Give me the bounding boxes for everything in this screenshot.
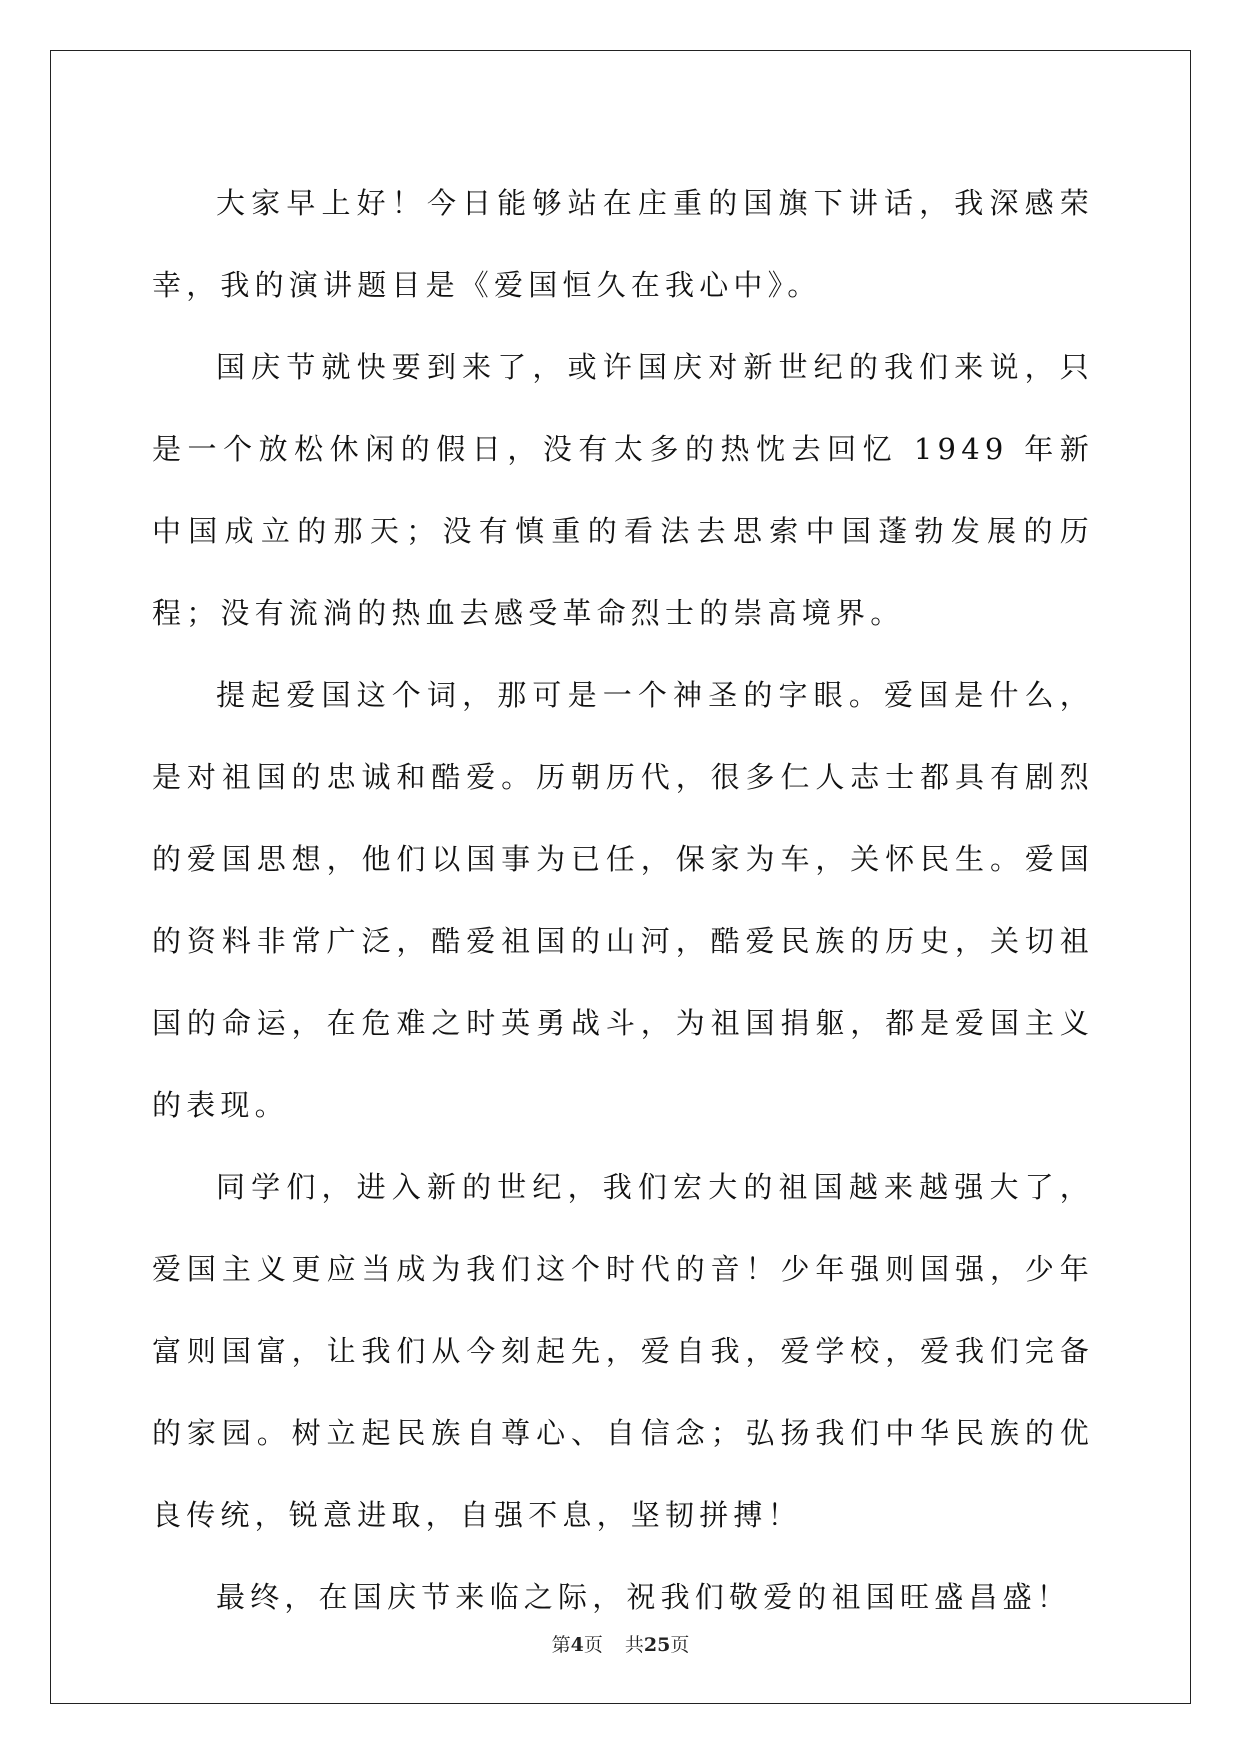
total-prefix: 共 [624, 1634, 644, 1656]
paragraph-5: 最终，在国庆节来临之际，祝我们敬爱的祖国旺盛昌盛！ [216, 1580, 1072, 1614]
page-number: 4 [570, 1634, 584, 1656]
paragraph-4: 同学们，进入新的世纪，我们宏大的祖国越来越强大了，爱国主义更应当成为我们这个时代的音！少年强则国强，少年富则国富，让我们从今刻起先，爱自我，爱学校，爱我们完备的家园。树立起民族自尊心、自信念；弘扬我们中华民族的优良传统，锐意进取，自强不息，坚韧拼搏！ [152, 1170, 1094, 1532]
paragraph-2: 国庆节就快要到来了，或许国庆对新世纪的我们来说，只是一个放松休闲的假日，没有太多的热忱去回忆 1949 年新中国成立的那天；没有慎重的看法去思索中国蓬勃发展的历程；没有流淌的热血去感受革命烈士的崇高境界。 [152, 350, 1094, 630]
paragraph-1: 大家早上好！今日能够站在庄重的国旗下讲话，我深感荣幸，我的演讲题目是《爱国恒久在我心中》。 [152, 186, 1094, 302]
page-footer [0, 1630, 1241, 1657]
page-prefix: 第 [551, 1634, 571, 1656]
paragraph-3: 提起爱国这个词，那可是一个神圣的字眼。爱国是什么，是对祖国的忠诚和酷爱。历朝历代，很多仁人志士都具有剧烈的爱国思想，他们以国事为已任，保家为车，关怀民生。爱国的资料非常广泛，酷爱祖国的山河，酷爱民族的历史，关切祖国的命运，在危难之时英勇战斗，为祖国捐躯，都是爱国主义的表现。 [152, 678, 1094, 1122]
total-suffix: 页 [670, 1634, 690, 1656]
document-body [152, 162, 1094, 1638]
total-pages: 25 [643, 1634, 671, 1656]
page-suffix: 页 [583, 1634, 603, 1656]
